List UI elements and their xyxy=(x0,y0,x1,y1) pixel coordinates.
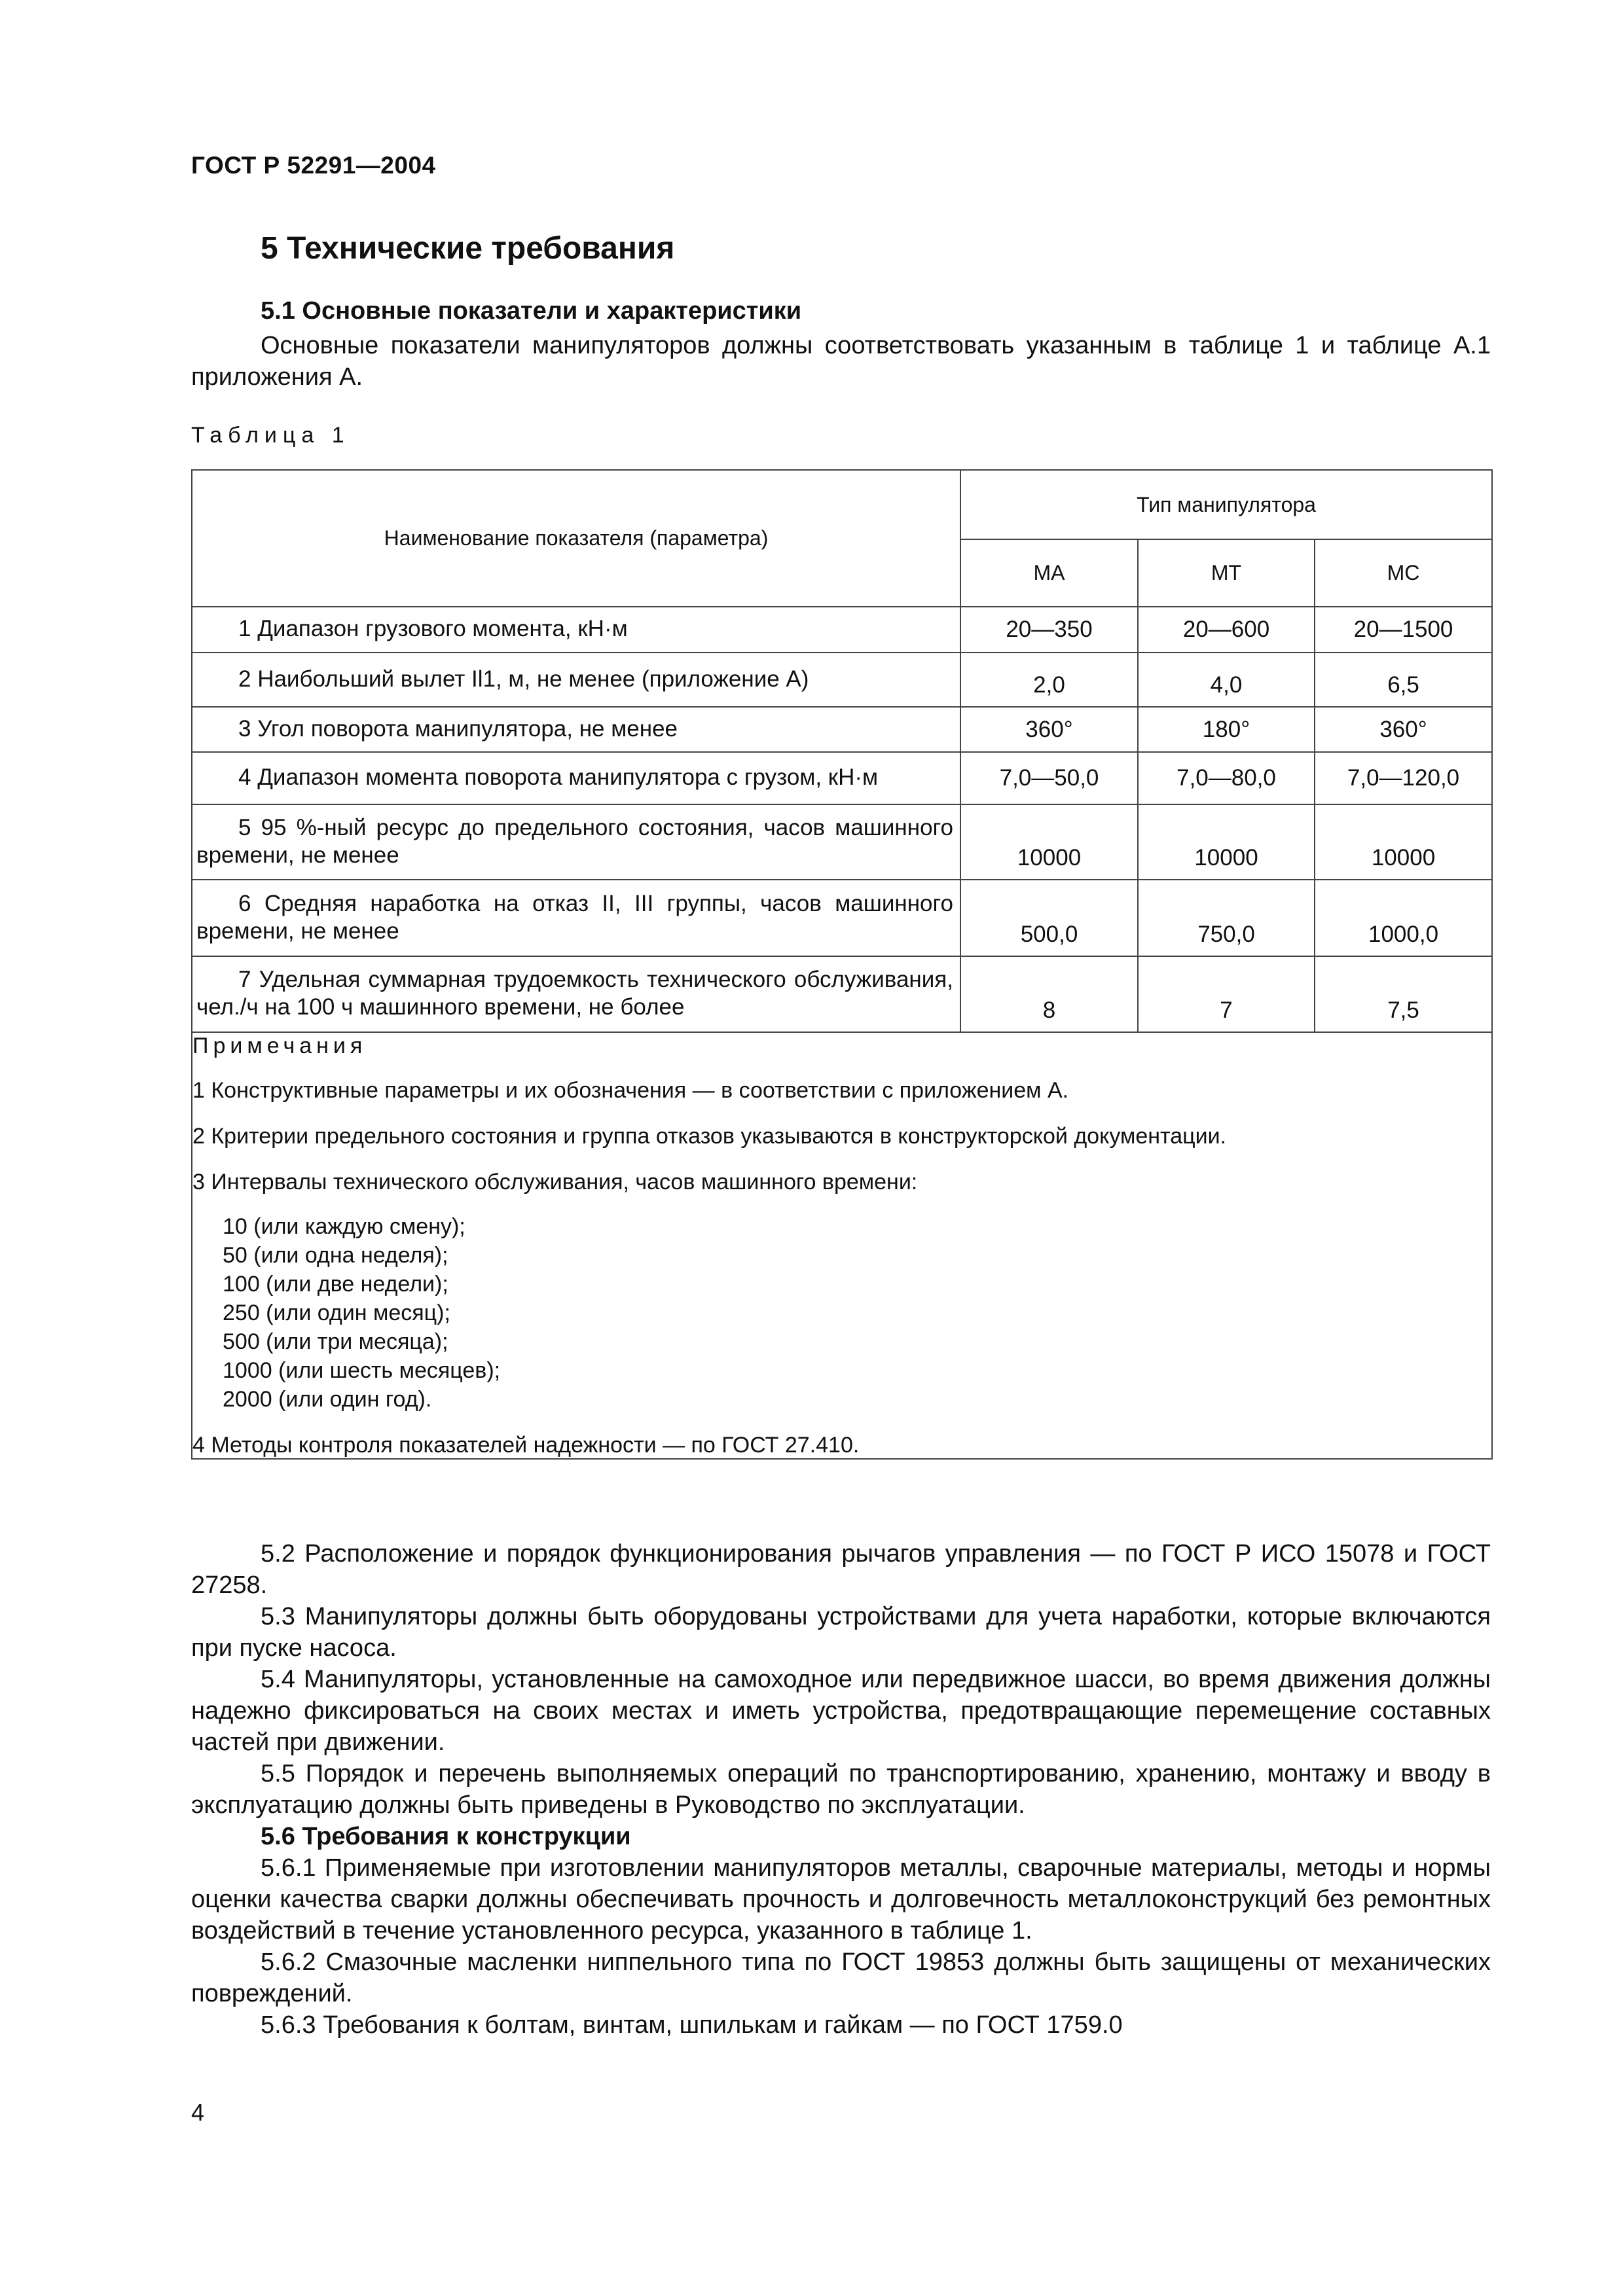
paragraph-5-6-3: 5.6.3 Требования к болтам, винтам, шпилькам и гайкам — по ГОСТ 1759.0 xyxy=(261,2011,1123,2039)
paragraph-5-3: 5.3 Манипуляторы должны быть оборудованы устройствами для учета наработки, которые включаются при пуске насоса. xyxy=(191,1603,1491,1662)
cell-value: 500,0 xyxy=(960,880,1138,956)
page-number: 4 xyxy=(191,2099,205,2126)
row-name: 6 Средняя наработка на отказ II, III группы, часов машинного времени, не менее xyxy=(192,880,960,956)
paragraph-5-4: 5.4 Манипуляторы, установленные на самоходное или передвижное шасси, во время движения должны надежно фиксироваться на своих местах и иметь устройства, предотвращающие перемещение составных частей при движении. xyxy=(191,1666,1491,1756)
cell-value: 7 xyxy=(1138,956,1315,1032)
subsection-5-1-paragraph: Основные показатели манипуляторов должны соответствовать указанным в таблице 1 и таблице А.1 приложения А. xyxy=(191,332,1491,391)
param-name-header: Наименование показателя (параметра) xyxy=(192,470,960,607)
cell-value: 7,0—120,0 xyxy=(1315,752,1492,804)
cell-value: 2,0 xyxy=(960,653,1138,707)
row-name: 4 Диапазон момента поворота манипулятора с грузом, кН·м xyxy=(192,752,960,804)
row-name: 2 Наибольший вылет Il1, м, не менее (приложение А) xyxy=(192,653,960,707)
maintenance-intervals-list xyxy=(192,1212,1491,1414)
cell-value: 360° xyxy=(960,707,1138,752)
interval-item: 1000 (или шесть месяцев); xyxy=(223,1358,501,1383)
notes-row xyxy=(192,1032,1492,1459)
cell-value: 180° xyxy=(1138,707,1315,752)
column-header-mt: МТ xyxy=(1138,539,1315,607)
cell-value: 20—1500 xyxy=(1315,607,1492,653)
cell-value: 10000 xyxy=(1138,804,1315,880)
cell-value: 1000,0 xyxy=(1315,880,1492,956)
cell-value: 8 xyxy=(960,956,1138,1032)
manipulator-type-header: Тип манипулятора xyxy=(960,470,1492,539)
row-name: 3 Угол поворота манипулятора, не менее xyxy=(192,707,960,752)
row-name: 1 Диапазон грузового момента, кН·м xyxy=(192,607,960,653)
column-header-mc: МС xyxy=(1315,539,1492,607)
notes-title: Примечания xyxy=(192,1033,367,1058)
row-name: 5 95 %-ный ресурс до предельного состояния, часов машинного времени, не менее xyxy=(192,804,960,880)
paragraph-5-6-1: 5.6.1 Применяемые при изготовлении манипуляторов металлы, сварочные материалы, методы и нормы оценки качества сварки должны обеспечивать прочность и долговечность металлоконструкций без ремонтных воздействий в течение установленного ресурса, указанного в таблице 1. xyxy=(191,1854,1491,1945)
table-row xyxy=(192,956,1492,1032)
table-row xyxy=(192,880,1492,956)
subsection-5-1-title: 5.1 Основные показатели и характеристики xyxy=(261,297,802,325)
interval-item: 500 (или три месяца); xyxy=(223,1329,448,1354)
table-row xyxy=(192,607,1492,653)
paragraph-5-6-2: 5.6.2 Смазочные масленки ниппельного типа по ГОСТ 19853 должны быть защищены от механических повреждений. xyxy=(191,1948,1491,2007)
cell-value: 750,0 xyxy=(1138,880,1315,956)
cell-value: 10000 xyxy=(960,804,1138,880)
row-name: 7 Удельная суммарная трудоемкость технического обслуживания, чел./ч на 100 ч машинного времени, не более xyxy=(192,956,960,1032)
table-row xyxy=(192,707,1492,752)
table-row xyxy=(192,653,1492,707)
subsection-5-6-title: 5.6 Требования к конструкции xyxy=(261,1823,631,1850)
cell-value: 360° xyxy=(1315,707,1492,752)
note-item: 1 Конструктивные параметры и их обозначения — в соответствии с приложением А. xyxy=(192,1078,1069,1103)
interval-item: 10 (или каждую смену); xyxy=(223,1214,465,1239)
cell-value: 7,0—80,0 xyxy=(1138,752,1315,804)
cell-value: 20—350 xyxy=(960,607,1138,653)
cell-value: 7,0—50,0 xyxy=(960,752,1138,804)
cell-value: 6,5 xyxy=(1315,653,1492,707)
cell-value: 10000 xyxy=(1315,804,1492,880)
table-row xyxy=(192,752,1492,804)
cell-value: 20—600 xyxy=(1138,607,1315,653)
paragraph-5-5: 5.5 Порядок и перечень выполняемых операций по транспортированию, хранению, монтажу и вводу в эксплуатацию должны быть приведены в Руководство по эксплуатации. xyxy=(191,1760,1491,1819)
table-caption: Таблица 1 xyxy=(191,423,350,448)
cell-value: 7,5 xyxy=(1315,956,1492,1032)
interval-item: 50 (или одна неделя); xyxy=(223,1243,448,1268)
paragraph-5-2: 5.2 Расположение и порядок функционирования рычагов управления — по ГОСТ Р ИСО 15078 и ГОСТ 27258. xyxy=(191,1540,1491,1599)
note-item: 3 Интервалы технического обслуживания, часов машинного времени: xyxy=(192,1170,918,1194)
section-title: 5 Технические требования xyxy=(261,231,675,266)
column-header-ma: МА xyxy=(960,539,1138,607)
table-row xyxy=(192,804,1492,880)
document-code: ГОСТ Р 52291—2004 xyxy=(191,152,436,179)
interval-item: 100 (или две недели); xyxy=(223,1272,448,1297)
table-notes xyxy=(192,1032,1492,1459)
interval-item: 2000 (или один год). xyxy=(223,1387,432,1412)
parameters-table xyxy=(191,469,1493,1460)
note-item: 4 Методы контроля показателей надежности — по ГОСТ 27.410. xyxy=(192,1433,860,1458)
cell-value: 4,0 xyxy=(1138,653,1315,707)
interval-item: 250 (или один месяц); xyxy=(223,1300,450,1325)
note-item: 2 Критерии предельного состояния и группа отказов указываются в конструкторской документации. xyxy=(192,1124,1227,1149)
